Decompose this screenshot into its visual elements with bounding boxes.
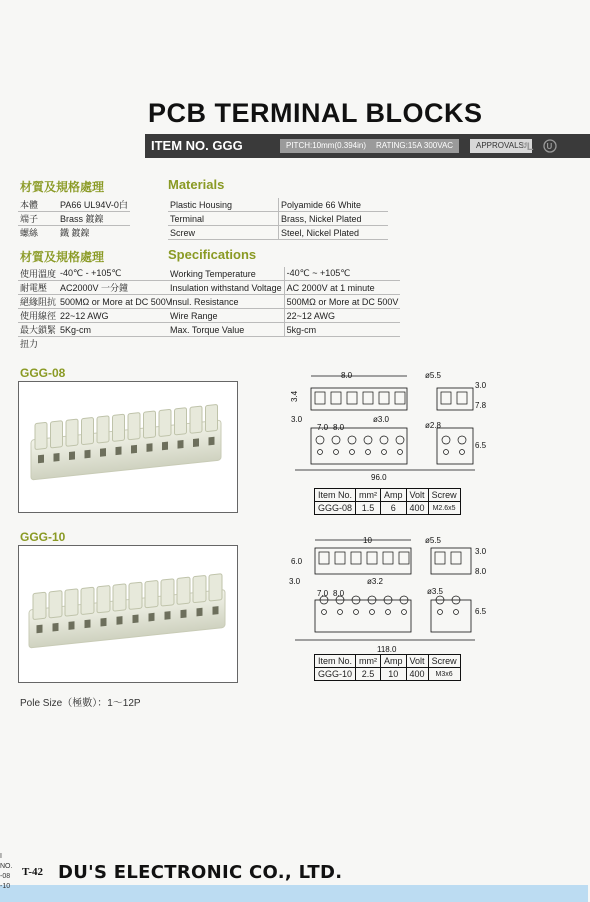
pin-hole xyxy=(382,450,387,455)
screw-hole xyxy=(316,436,324,444)
wire-hole xyxy=(193,438,199,447)
dim-h1: 3.0 xyxy=(475,381,487,390)
product-photo-ggg08 xyxy=(18,381,238,513)
product-photo-ggg10 xyxy=(18,545,238,683)
terminal-cell xyxy=(190,406,202,433)
dim-h2: 7.8 xyxy=(475,401,487,410)
pin-outline xyxy=(347,392,357,404)
terminal-cell xyxy=(129,582,142,609)
screw-hole xyxy=(348,436,356,444)
table-cell: 1.5 xyxy=(356,502,381,515)
pin-outline xyxy=(383,552,393,564)
table-cell: Polyamide 66 White xyxy=(279,198,389,212)
table-cell: Terminal xyxy=(168,212,279,226)
pin-hole xyxy=(386,610,391,615)
terminal-cell xyxy=(65,589,78,616)
table-header: Item No. xyxy=(315,655,356,668)
table-header: Screw xyxy=(428,655,460,668)
table-header: mm² xyxy=(356,489,381,502)
terminal-cell xyxy=(175,408,187,435)
table-cell: 10 xyxy=(381,668,407,681)
table-cell: 2.5 xyxy=(356,668,381,681)
wire-hole xyxy=(131,445,137,454)
terminal-cell xyxy=(113,584,126,611)
terminal-cell xyxy=(128,413,140,440)
wire-hole xyxy=(162,442,168,451)
wire-hole xyxy=(209,437,215,446)
specs-heading-cn: 材質及規格處理 xyxy=(20,250,105,264)
terminal-cell xyxy=(33,592,46,619)
page-title: PCB TERMINAL BLOCKS xyxy=(148,98,483,128)
pin-outline xyxy=(451,552,461,564)
wire-hole xyxy=(117,616,123,625)
pitch-badge: PITCH:10mm(0.394in) xyxy=(280,139,372,153)
pin-hole xyxy=(454,610,459,615)
pin-outline xyxy=(351,552,361,564)
table-header: Amp xyxy=(381,489,407,502)
table-cell: Steel, Nickel Plated xyxy=(279,226,389,240)
pin-outline xyxy=(335,552,345,564)
terminal-cell xyxy=(81,587,94,614)
table-cell: 使用線徑 xyxy=(18,309,58,323)
terminal-cell xyxy=(144,411,156,438)
table-cell: 最大鎖緊 xyxy=(18,323,58,337)
dim-left: 6.0 xyxy=(291,557,303,566)
dim-hole2: ø3.2 xyxy=(367,577,384,586)
side-labels xyxy=(0,852,16,892)
terminal-cell xyxy=(145,580,158,607)
terminal-block-image xyxy=(19,546,237,682)
pin-outline xyxy=(315,392,325,404)
table-cell: 本體 xyxy=(18,198,58,212)
pin-hole xyxy=(338,610,343,615)
pin-outline xyxy=(395,392,405,404)
side-label: -08 xyxy=(0,873,11,880)
pin-hole xyxy=(460,450,465,455)
table-cell: Max. Torque Value xyxy=(168,323,284,337)
approvals-badge: APPROVALS: xyxy=(470,139,532,153)
dim-w1: 3.0 xyxy=(291,415,303,424)
specs-heading-en: Specifications xyxy=(168,247,257,262)
dim-h1: 3.0 xyxy=(475,547,487,556)
pin-hole xyxy=(354,610,359,615)
terminal-cell xyxy=(66,419,78,446)
table-cell: 端子 xyxy=(18,212,58,226)
dim-hole2: ø3.0 xyxy=(373,415,390,424)
table-cell: 鐵 鍍鎳 xyxy=(60,228,90,238)
screw-hole xyxy=(332,436,340,444)
table-cell: 5Kg-cm xyxy=(58,323,174,337)
terminal-cell xyxy=(177,577,190,604)
dim-left: 3.4 xyxy=(290,390,299,402)
dim-total: 118.0 xyxy=(377,645,397,654)
spec-table-ggg08 xyxy=(314,488,461,515)
terminal-cell xyxy=(97,416,109,443)
terminal-cell xyxy=(49,591,62,618)
side-label: I NO. xyxy=(0,853,13,870)
dim-d2: ø2.8 xyxy=(425,421,442,430)
pin-hole xyxy=(398,450,403,455)
wire-hole xyxy=(85,450,91,459)
wire-hole xyxy=(100,448,106,457)
pin-outline xyxy=(399,552,409,564)
pin-outline xyxy=(379,392,389,404)
terminal-cell xyxy=(97,585,110,612)
table-cell: GGG-08 xyxy=(315,502,356,515)
model-label-ggg08: GGG-08 xyxy=(20,366,66,380)
materials-heading-cn: 材質及規格處理 xyxy=(20,180,105,194)
table-cell: AC2000V 一分鐘 xyxy=(58,281,174,295)
ul-cert-icon xyxy=(520,139,560,163)
dim-c: 6.5 xyxy=(475,441,487,450)
pin-outline xyxy=(363,392,373,404)
screw-hole xyxy=(364,436,372,444)
screw-hole xyxy=(396,436,404,444)
company-name: DU'S ELECTRONIC CO., LTD. xyxy=(58,862,343,883)
table-cell: AC 2000V at 1 minute xyxy=(284,281,400,295)
table-header: Volt xyxy=(406,489,428,502)
table-header: Amp xyxy=(381,655,407,668)
table-cell: 絕緣阻抗 xyxy=(18,295,58,309)
table-cell: -40℃ ~ +105℃ xyxy=(284,267,400,281)
dim-a: 7.0 xyxy=(317,589,329,598)
spec-table-ggg10 xyxy=(314,654,461,681)
pin-hole xyxy=(438,610,443,615)
terminal-cell xyxy=(82,417,94,444)
pin-hole xyxy=(366,450,371,455)
wire-hole xyxy=(133,614,139,623)
table-cell: Screw xyxy=(168,226,279,240)
pole-size-note: Pole Size（極數）：1～12P xyxy=(20,698,141,709)
wire-hole xyxy=(85,620,91,629)
table-cell: 耐電壓 xyxy=(18,281,58,295)
terminal-cell xyxy=(193,575,206,602)
table-cell: -40℃ - +105℃ xyxy=(58,267,174,281)
pin-hole xyxy=(318,450,323,455)
wire-hole xyxy=(37,625,43,634)
dim-pitch: 10 xyxy=(363,536,372,545)
pin-hole xyxy=(334,450,339,455)
table-cell: 500MΩ or More at DC 500V xyxy=(284,295,400,309)
pin-outline xyxy=(435,552,445,564)
wire-hole xyxy=(69,451,75,460)
model-label-ggg10: GGG-10 xyxy=(20,530,66,544)
table-header: Volt xyxy=(406,655,428,668)
table-cell: 400 xyxy=(406,668,428,681)
svg-text:U: U xyxy=(546,142,553,151)
rating-badge: RATING:15A 300VAC xyxy=(370,139,459,153)
terminal-cell xyxy=(159,409,171,436)
dim-d2: ø3.5 xyxy=(427,587,444,596)
table-cell: Working Temperature xyxy=(168,267,284,281)
item-number: ITEM NO. GGG xyxy=(151,138,243,153)
screw-hole xyxy=(442,436,450,444)
pin-outline xyxy=(319,552,329,564)
page-number: T-42 xyxy=(22,866,43,878)
table-cell: 使用溫度 xyxy=(20,269,57,279)
terminal-cell xyxy=(206,404,218,431)
header-bar xyxy=(145,134,590,158)
dim-pitch: 8.0 xyxy=(341,371,353,380)
side-label: -10 xyxy=(0,883,11,890)
table-cell: M2.6x5 xyxy=(428,502,460,515)
table-cell: 400 xyxy=(406,502,428,515)
dim-b: 8.0 xyxy=(333,423,345,432)
table-cell: 螺絲 xyxy=(20,228,39,238)
table-cell: Insul. Resistance xyxy=(168,295,284,309)
screw-hole xyxy=(458,436,466,444)
table-cell: 6 xyxy=(381,502,407,515)
materials-table-en xyxy=(168,198,388,240)
dim-hole: ø5.5 xyxy=(425,536,442,545)
wire-hole xyxy=(178,440,184,449)
wire-hole xyxy=(213,606,219,615)
table-cell: 22~12 AWG xyxy=(58,309,174,323)
table-cell: PA66 UL94V-0白 xyxy=(60,200,128,210)
pin-outline xyxy=(441,392,451,404)
wire-hole xyxy=(53,623,59,632)
dim-h2: 8.0 xyxy=(475,567,487,576)
dim-w1: 3.0 xyxy=(289,577,301,586)
wire-hole xyxy=(147,443,153,452)
table-cell: Brass 鍍鎳 xyxy=(58,212,130,226)
footer-strip xyxy=(0,885,588,902)
specs-table-cn xyxy=(18,267,174,350)
table-header: Screw xyxy=(428,489,460,502)
dim-c: 6.5 xyxy=(475,607,487,616)
wire-hole xyxy=(149,613,155,622)
table-cell: 5kg-cm xyxy=(284,323,400,337)
table-cell: GGG-10 xyxy=(315,668,356,681)
wire-hole xyxy=(69,621,75,630)
table-cell: 500MΩ or More at DC 500V xyxy=(60,296,172,307)
table-header: mm² xyxy=(356,655,381,668)
wire-hole xyxy=(38,455,44,464)
dim-hole: ø5.5 xyxy=(425,371,442,380)
table-cell: Brass, Nickel Plated xyxy=(279,212,389,226)
pin-outline xyxy=(367,552,377,564)
pin-hole xyxy=(350,450,355,455)
specs-table-en xyxy=(168,267,400,337)
table-cell xyxy=(58,337,174,351)
table-header: Item No. xyxy=(315,489,356,502)
pin-hole xyxy=(444,450,449,455)
table-cell: Wire Range xyxy=(168,309,284,323)
svg-text:ᵁL: ᵁL xyxy=(522,141,534,153)
terminal-cell xyxy=(35,422,47,449)
terminal-block-image xyxy=(19,382,237,512)
terminal-cell xyxy=(161,579,174,606)
terminal-cell xyxy=(209,574,222,601)
table-cell: 22~12 AWG xyxy=(284,309,400,323)
materials-table-cn xyxy=(18,198,130,239)
dim-a: 7.0 xyxy=(317,423,329,432)
table-cell: Plastic Housing xyxy=(168,198,279,212)
table-cell: M3x6 xyxy=(428,668,460,681)
wire-hole xyxy=(181,609,187,618)
pin-hole xyxy=(402,610,407,615)
pin-hole xyxy=(370,610,375,615)
wire-hole xyxy=(101,618,107,627)
dim-b: 8.0 xyxy=(333,589,345,598)
table-cell: Insulation withstand Voltage xyxy=(168,281,284,295)
terminal-cell xyxy=(113,414,125,441)
wire-hole xyxy=(165,611,171,620)
wire-hole xyxy=(197,608,203,617)
pin-outline xyxy=(457,392,467,404)
wire-hole xyxy=(54,453,60,462)
wire-hole xyxy=(116,446,122,455)
materials-heading-en: Materials xyxy=(168,177,225,192)
dim-total: 96.0 xyxy=(371,473,387,482)
pin-hole xyxy=(322,610,327,615)
pin-outline xyxy=(331,392,341,404)
screw-hole xyxy=(380,436,388,444)
terminal-cell xyxy=(51,421,63,448)
table-cell: 扭力 xyxy=(20,339,39,349)
